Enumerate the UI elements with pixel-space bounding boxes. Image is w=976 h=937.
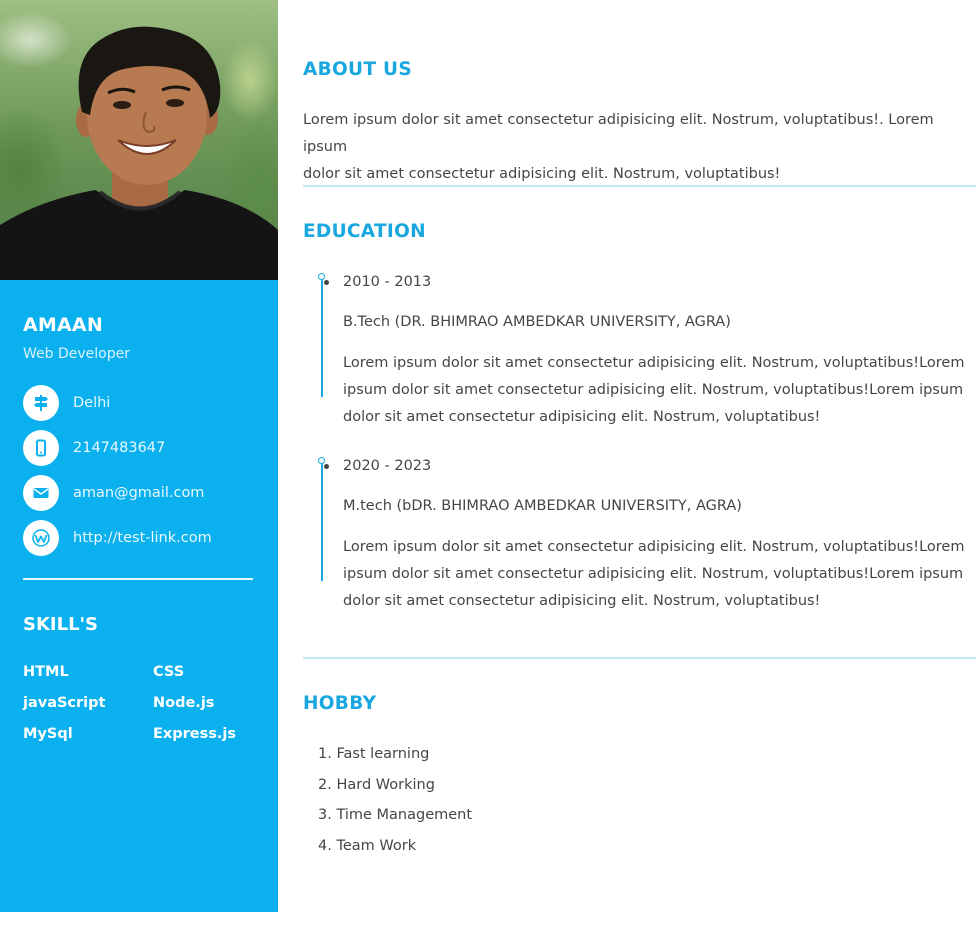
education-description [343,534,976,615]
profile-block [0,280,278,556]
mobile-phone-icon [23,430,59,466]
contact-location [23,385,255,421]
skills-list [23,662,278,744]
timeline-line [321,461,323,581]
profile-role: Web Developer [23,346,130,362]
hobby-item: 1. Fast learning [318,746,430,762]
education-description [343,350,976,431]
education-line: dolor sit amet consectetur adipisicing elit. Nostrum, voluptatibus! [343,593,821,609]
skills-title: SKILL'S [23,614,99,635]
education-line: ipsum dolor sit amet consectetur adipisicing elit. Nostrum, voluptatibus!Lorem ipsum [343,382,964,398]
section-divider [303,657,976,659]
skill-item: javaScript [23,695,106,711]
education-years: 2020 - 2023 [343,458,432,474]
skill-item: CSS [153,664,185,680]
skill-item: Express.js [153,726,236,742]
profile-name: AMAAN [23,314,103,336]
contact-website[interactable] [23,520,255,556]
education-years: 2010 - 2013 [343,274,432,290]
contact-website-link[interactable]: http://test-link.com [73,530,212,546]
about-text [303,107,976,188]
contact-email[interactable] [23,475,255,511]
profile-photo [0,0,278,280]
education-line: dolor sit amet consectetur adipisicing elit. Nostrum, voluptatibus! [343,409,821,425]
envelope-icon [23,475,59,511]
timeline-bullet-icon [324,464,329,469]
hobby-item: 3. Time Management [318,807,473,823]
about-line: Lorem ipsum dolor sit amet consectetur adipisicing elit. Nostrum, voluptatibus!. Lorem ipsum [303,112,934,155]
timeline-line [321,277,323,397]
timeline-dot-icon [318,457,325,464]
portrait-illustration [0,0,278,280]
education-degree: B.Tech (DR. BHIMRAO AMBEDKAR UNIVERSITY, AGRA) [343,314,731,330]
hobby-item: 2. Hard Working [318,776,435,793]
education-line: Lorem ipsum dolor sit amet consectetur adipisicing elit. Nostrum, voluptatibus!Lorem [343,355,965,371]
education-degree: M.tech (bDR. BHIMRAO AMBEDKAR UNIVERSITY, AGRA) [343,498,742,514]
signpost-icon [23,385,59,421]
timeline-dot-icon [318,273,325,280]
contact-phone-text: 2147483647 [73,440,166,456]
education-line: Lorem ipsum dolor sit amet consectetur adipisicing elit. Nostrum, voluptatibus!Lorem [343,539,965,555]
section-divider [303,185,976,187]
education-line: ipsum dolor sit amet consectetur adipisicing elit. Nostrum, voluptatibus!Lorem ipsum [343,566,964,582]
contact-list [23,385,255,556]
skill-item: HTML [23,664,69,680]
skill-item: Node.js [153,695,215,711]
sidebar-divider [23,578,253,580]
skill-item: MySql [23,726,73,742]
timeline-bullet-icon [324,280,329,285]
education-title: EDUCATION [303,221,426,242]
about-title: ABOUT US [303,59,412,80]
hobby-list [318,739,472,861]
contact-location-text: Delhi [73,395,111,411]
contact-email-link[interactable]: aman@gmail.com [73,485,205,501]
sidebar [0,0,278,912]
hobby-title: HOBBY [303,693,377,714]
website-icon [23,520,59,556]
contact-phone [23,430,255,466]
about-line: dolor sit amet consectetur adipisicing elit. Nostrum, voluptatibus! [303,166,781,182]
hobby-item: 4. Team Work [318,837,417,854]
